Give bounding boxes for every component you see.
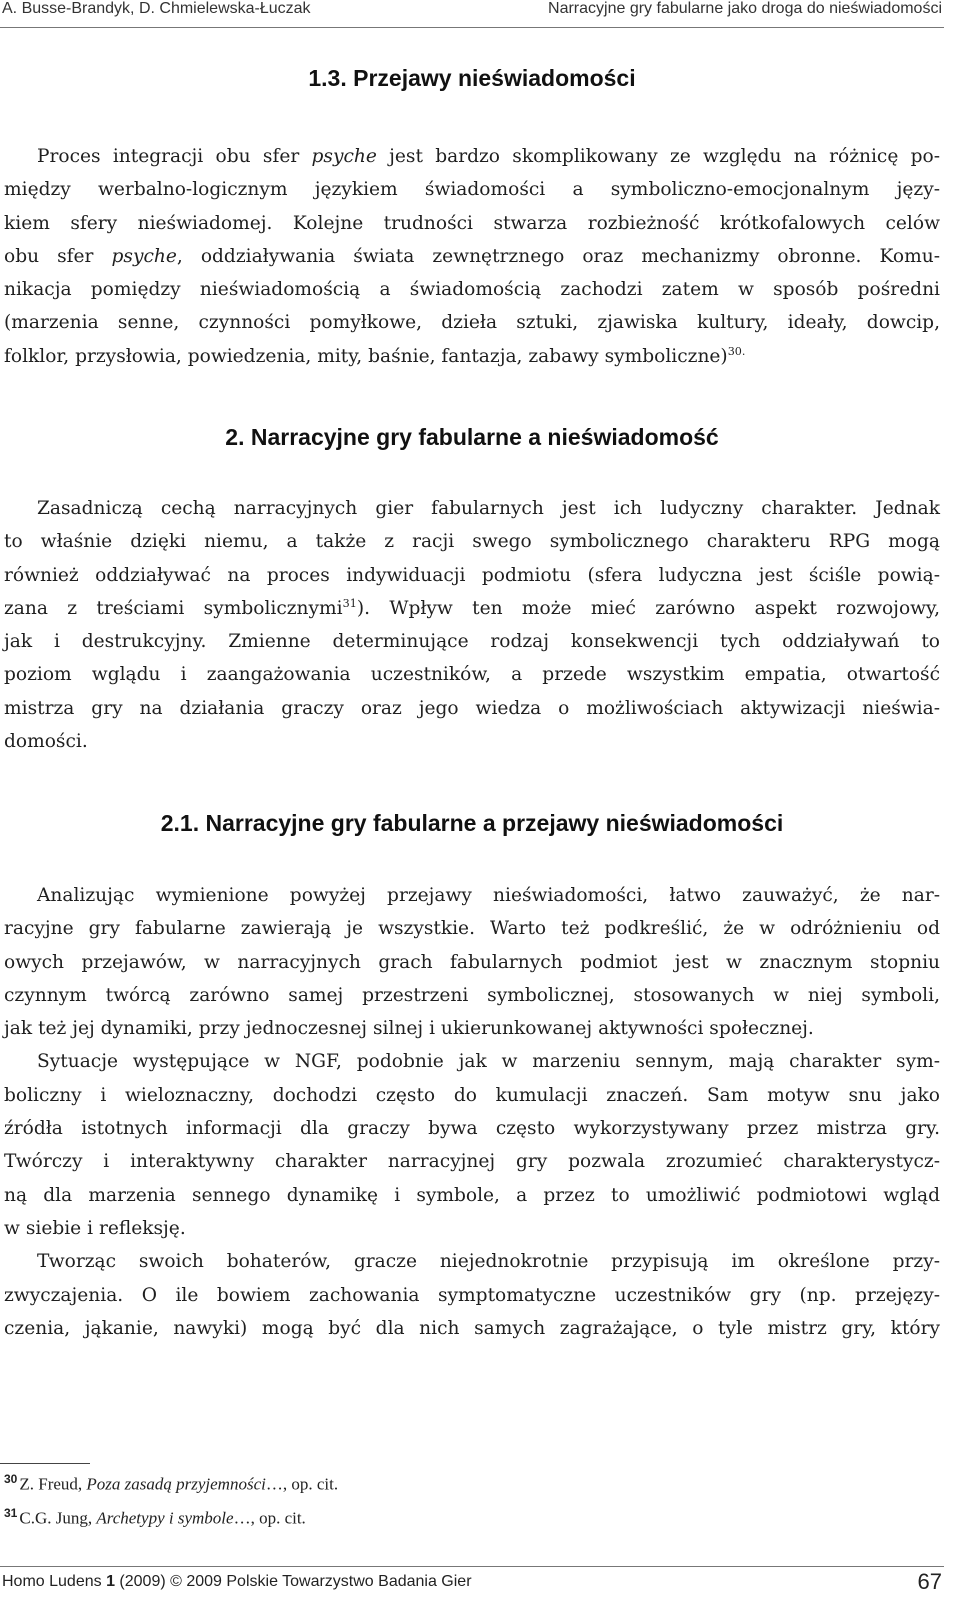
running-head [0, 0, 944, 22]
text-line: zana z treściami symbolicznymi$^{31}$). Wpływ ten może mieć zarówno aspekt rozwojowy, [4, 596, 941, 619]
text-line: Analizując wymienione powyżej przejawy nieświadomości, łatwo zauważyć, że nar- [37, 885, 940, 906]
page-number: 67 [917, 1569, 942, 1594]
text-line: kiem sfery nieświadomej. Kolejne trudności stwarza rozbieżność krótkofalowych celów [4, 212, 940, 234]
text-line: Twórczy i interaktywny charakter narracyjnej gry pozwala zrozumieć charakterystycz- [4, 1151, 940, 1173]
text-line: poziom wglądu i zaangażowania uczestników, a przede wszystkim empatia, otwartość [4, 664, 940, 686]
text-line: również oddziaływać na proces indywiduacji podmiotu (sfera ludyczna jest ściśle powią- [4, 564, 940, 586]
text-line: racyjne gry fabularne zawierają je wszystkie. Warto też podkreślić, że w odróżnieniu od [4, 918, 940, 940]
text-line: Sytuacje występujące w NGF, podobnie jak w marzeniu sennym, mają charakter sym- [37, 1051, 940, 1073]
text-line: mistrza gry na działania graczy oraz jego wiedza o możliwościach aktywizacji nieświa- [4, 697, 940, 719]
page-footer [0, 1571, 944, 1595]
text-line: obu sfer psyche, oddziaływania świata zewnętrznego oraz mechanizmy obronne. Komu- [4, 245, 940, 267]
text-line: źródła istotnych informacji dla graczy bywa często wykorzystywany przez mistrza gry. [4, 1118, 940, 1140]
footnote-30: $^{30}$ Z. Freud, Poza zasadą przyjemności…, op. cit. [4, 1472, 339, 1494]
text-line: w siebie i refleksję. [4, 1217, 186, 1239]
footnote-ref-30[interactable]: 30. [727, 344, 746, 358]
footnote-rule [0, 1463, 90, 1464]
text-line: zwyczajenia. O ile bowiem zachowania symptomatyczne uczestników gry (np. przejęzy- [4, 1284, 940, 1306]
footnote-ref-31[interactable]: 31 [342, 596, 357, 610]
footer-rule [0, 1566, 944, 1567]
text-line: (marzenia senne, czynności pomyłkowe, dzieła sztuki, zjawiska kultury, ideały, dowcip, [4, 312, 940, 334]
section-1-3-paragraph [4, 140, 940, 373]
text-line: to właśnie dzięki niemu, a także z racji swego symbolicznego charakteru RPG mogą [4, 531, 940, 553]
text-line: owych przejawów, w narracyjnych grach fabularnych podmiot jest w znacznym stopniu [4, 951, 940, 973]
running-head-authors: A. Busse-Brandyk, D. Chmielewska-Łuczak [2, 0, 311, 17]
text-line: czenia, jąkanie, nawyki) mogą być dla nich samych zagrażające, o tyle mistrz gry, który [4, 1317, 940, 1339]
section-2-paragraph [4, 492, 940, 758]
footnote-number: 30 [4, 1472, 18, 1486]
running-head-title: Narracyjne gry fabularne jako droga do nieświadomości [548, 0, 942, 17]
section-heading-2: 2. Narracyjne gry fabularne a nieświadomość [225, 424, 719, 450]
section-2-1-paragraph [4, 879, 940, 1345]
text-line: boliczny i wieloznaczny, dochodzi często do kumulacji znaczeń. Sam motyw snu jako [4, 1084, 940, 1106]
text-line: ną dla marzenia sennego dynamikę i symbole, a przez to umożliwić podmiotowi wgląd [4, 1184, 940, 1206]
footnote-number: 31 [4, 1506, 18, 1520]
section-heading-1-3: 1.3. Przejawy nieświadomości [308, 65, 636, 91]
header-rule [0, 27, 944, 28]
text-line: domości. [4, 731, 88, 753]
text-line: folklor, przysłowia, powiedzenia, mity, baśnie, fantazja, zabawy symboliczne)$^{30.}$ [4, 344, 746, 367]
footnote-31: $^{31}$ C.G. Jung, Archetypy i symbole…, op. cit. [4, 1506, 306, 1528]
text-line: Proces integracji obu sfer psyche jest bardzo skomplikowany ze względu na różnicę po- [37, 146, 941, 167]
text-line: Zasadniczą cechą narracyjnych gier fabularnych jest ich ludyczny charakter. Jednak [37, 498, 940, 519]
text-line: jak też jej dynamiki, przy jednoczesnej silnej i ukierunkowanej aktywności społecznej. [4, 1018, 814, 1040]
text-line: nikacja pomiędzy nieświadomością a świadomością zachodzi zatem w sposób pośredni [4, 279, 940, 301]
section-heading-2-1: 2.1. Narracyjne gry fabularne a przejawy nieświadomości [160, 810, 784, 836]
journal-citation: Homo Ludens 1 (2009) © 2009 Polskie Towarzystwo Badania Gier [2, 1573, 472, 1590]
text-line: Tworząc swoich bohaterów, gracze niejednokrotnie przypisują im określone przy- [37, 1251, 940, 1273]
text-line: czynnym twórcą zarówno samej przestrzeni symbolicznej, stosowanych w niej symboli, [4, 984, 940, 1006]
text-line: między werbalno-logicznym językiem świadomości a symboliczno-emocjonalnym języ- [4, 179, 940, 201]
text-line: jak i destrukcyjny. Zmienne determinujące rodzaj konsekwencji tych oddziaływań to [4, 631, 940, 653]
